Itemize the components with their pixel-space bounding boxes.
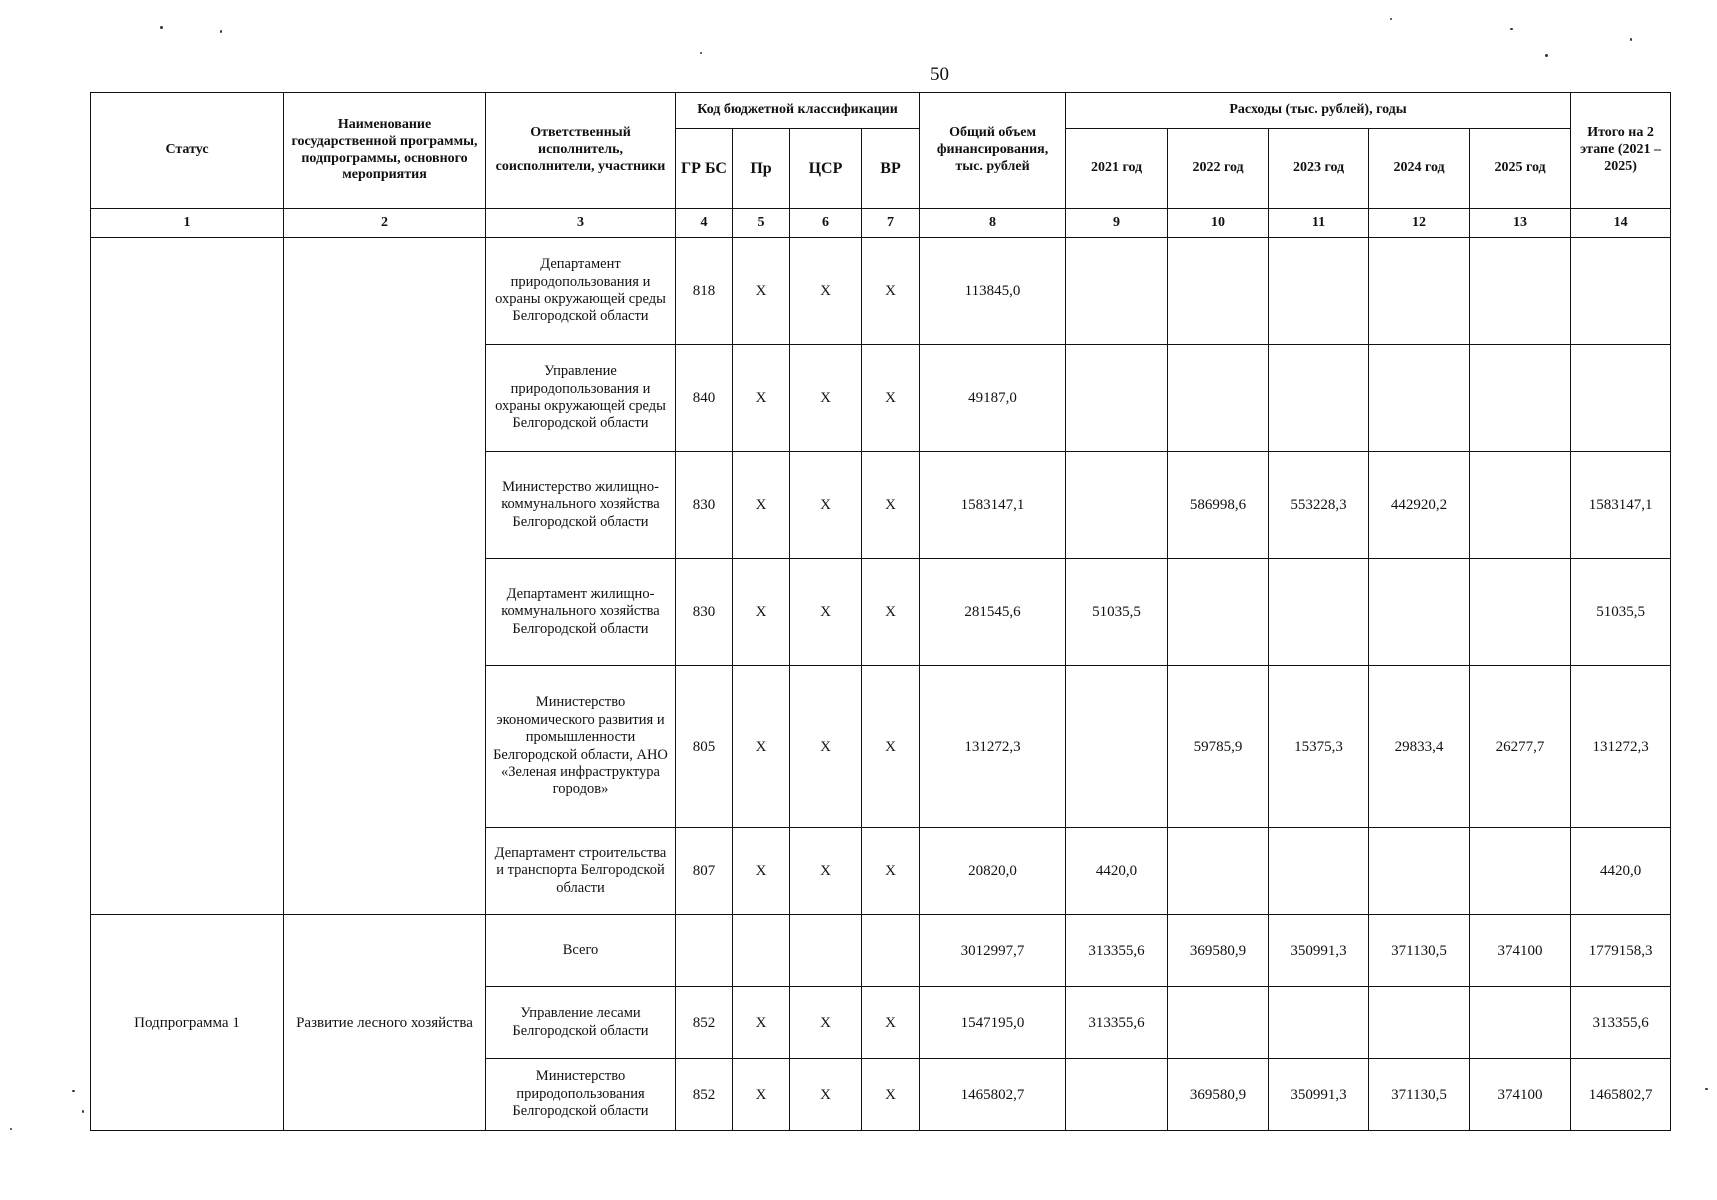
year-2021-cell xyxy=(1066,345,1168,452)
year-2022-cell xyxy=(1168,559,1269,666)
year-2025-cell: 374100 xyxy=(1470,1059,1571,1131)
total-cell: 1547195,0 xyxy=(920,987,1066,1059)
stage-total-cell: 1465802,7 xyxy=(1571,1059,1671,1131)
stage-total-cell: 313355,6 xyxy=(1571,987,1671,1059)
column-number: 13 xyxy=(1470,209,1571,238)
year-2024-cell xyxy=(1369,238,1470,345)
pr-cell: X xyxy=(733,666,790,828)
scan-speck xyxy=(1545,54,1548,57)
year-2021-cell xyxy=(1066,452,1168,559)
year-2022-cell: 369580,9 xyxy=(1168,1059,1269,1131)
executor-cell: Всего xyxy=(486,915,676,987)
vr-cell: X xyxy=(862,666,920,828)
csr-cell: X xyxy=(790,1059,862,1131)
year-2021-cell: 51035,5 xyxy=(1066,559,1168,666)
column-number-row xyxy=(91,209,1671,238)
header-year-2023: 2023 год xyxy=(1269,129,1369,209)
year-2025-cell: 374100 xyxy=(1470,915,1571,987)
stage-total-cell xyxy=(1571,238,1671,345)
year-2022-cell xyxy=(1168,828,1269,915)
executor-cell: Управление природопользования и охраны окружающей среды Белгородской области xyxy=(486,345,676,452)
stage-total-cell: 51035,5 xyxy=(1571,559,1671,666)
year-2021-cell: 313355,6 xyxy=(1066,987,1168,1059)
subprogram-name: Развитие лесного хозяйства xyxy=(284,915,486,1131)
pr-cell: X xyxy=(733,1059,790,1131)
scan-speck xyxy=(82,1110,84,1113)
vr-cell xyxy=(862,915,920,987)
csr-cell: X xyxy=(790,452,862,559)
header-year-2021: 2021 год xyxy=(1066,129,1168,209)
year-2024-cell: 371130,5 xyxy=(1369,1059,1470,1131)
scan-speck xyxy=(700,52,702,54)
year-2022-cell xyxy=(1168,987,1269,1059)
scan-speck xyxy=(160,26,163,29)
pr-cell: X xyxy=(733,828,790,915)
year-2025-cell xyxy=(1470,345,1571,452)
header-csr: ЦСР xyxy=(790,129,862,209)
csr-cell: X xyxy=(790,559,862,666)
year-2023-cell xyxy=(1269,345,1369,452)
header-status: Статус xyxy=(91,93,284,209)
grbs-cell: 852 xyxy=(676,1059,733,1131)
pr-cell: X xyxy=(733,238,790,345)
column-number: 2 xyxy=(284,209,486,238)
year-2025-cell: 26277,7 xyxy=(1470,666,1571,828)
column-number: 6 xyxy=(790,209,862,238)
program-name-cell-empty xyxy=(284,238,486,915)
subprogram-row-total xyxy=(91,915,1671,987)
executor-cell: Министерство природопользования Белгородской области xyxy=(486,1059,676,1131)
column-number: 12 xyxy=(1369,209,1470,238)
column-number: 14 xyxy=(1571,209,1671,238)
scan-speck xyxy=(1390,18,1392,20)
year-2023-cell xyxy=(1269,828,1369,915)
stage-total-cell xyxy=(1571,345,1671,452)
year-2024-cell xyxy=(1369,345,1470,452)
pr-cell: X xyxy=(733,452,790,559)
subprogram-status: Подпрограмма 1 xyxy=(91,915,284,1131)
total-cell: 113845,0 xyxy=(920,238,1066,345)
column-number: 4 xyxy=(676,209,733,238)
year-2023-cell: 350991,3 xyxy=(1269,915,1369,987)
budget-table xyxy=(90,92,1671,1131)
total-cell: 20820,0 xyxy=(920,828,1066,915)
year-2022-cell xyxy=(1168,238,1269,345)
year-2023-cell xyxy=(1269,238,1369,345)
vr-cell: X xyxy=(862,559,920,666)
csr-cell: X xyxy=(790,987,862,1059)
year-2022-cell: 59785,9 xyxy=(1168,666,1269,828)
total-cell: 1465802,7 xyxy=(920,1059,1066,1131)
vr-cell: X xyxy=(862,828,920,915)
year-2022-cell: 369580,9 xyxy=(1168,915,1269,987)
pr-cell: X xyxy=(733,987,790,1059)
scan-speck xyxy=(220,30,222,33)
grbs-cell: 830 xyxy=(676,452,733,559)
vr-cell: X xyxy=(862,238,920,345)
table-row xyxy=(91,238,1671,345)
stage-total-cell: 4420,0 xyxy=(1571,828,1671,915)
year-2021-cell: 4420,0 xyxy=(1066,828,1168,915)
total-cell: 3012997,7 xyxy=(920,915,1066,987)
year-2024-cell: 29833,4 xyxy=(1369,666,1470,828)
year-2021-cell xyxy=(1066,238,1168,345)
year-2024-cell xyxy=(1369,987,1470,1059)
header-year-2025: 2025 год xyxy=(1470,129,1571,209)
grbs-cell: 807 xyxy=(676,828,733,915)
total-cell: 131272,3 xyxy=(920,666,1066,828)
grbs-cell xyxy=(676,915,733,987)
stage-total-cell: 1779158,3 xyxy=(1571,915,1671,987)
status-cell-empty xyxy=(91,238,284,915)
column-number: 10 xyxy=(1168,209,1269,238)
year-2025-cell xyxy=(1470,452,1571,559)
pr-cell: X xyxy=(733,559,790,666)
vr-cell: X xyxy=(862,1059,920,1131)
pr-cell xyxy=(733,915,790,987)
year-2024-cell xyxy=(1369,828,1470,915)
year-2025-cell xyxy=(1470,987,1571,1059)
header-pr: Пр xyxy=(733,129,790,209)
header-vr: ВР xyxy=(862,129,920,209)
total-cell: 49187,0 xyxy=(920,345,1066,452)
csr-cell xyxy=(790,915,862,987)
header-expenses: Расходы (тыс. рублей), годы xyxy=(1066,93,1571,129)
vr-cell: X xyxy=(862,987,920,1059)
executor-cell: Министерство экономического развития и промышленности Белгородской области, АНО «Зеленая инфраструктура городов» xyxy=(486,666,676,828)
year-2025-cell xyxy=(1470,828,1571,915)
executor-cell: Департамент природопользования и охраны окружающей среды Белгородской области xyxy=(486,238,676,345)
year-2023-cell: 553228,3 xyxy=(1269,452,1369,559)
pr-cell: X xyxy=(733,345,790,452)
stage-total-cell: 131272,3 xyxy=(1571,666,1671,828)
year-2023-cell: 350991,3 xyxy=(1269,1059,1369,1131)
page-number: 50 xyxy=(930,64,949,85)
header-executor: Ответственный исполнитель, соисполнители, участники xyxy=(486,93,676,209)
header-year-2022: 2022 год xyxy=(1168,129,1269,209)
column-number: 5 xyxy=(733,209,790,238)
column-number: 8 xyxy=(920,209,1066,238)
executor-cell: Министерство жилищно-коммунального хозяйства Белгородской области xyxy=(486,452,676,559)
csr-cell: X xyxy=(790,345,862,452)
year-2024-cell: 371130,5 xyxy=(1369,915,1470,987)
total-cell: 1583147,1 xyxy=(920,452,1066,559)
header-total-financing: Общий объем финансирования, тыс. рублей xyxy=(920,93,1066,209)
scan-speck xyxy=(10,1128,12,1130)
column-number: 11 xyxy=(1269,209,1369,238)
stage-total-cell: 1583147,1 xyxy=(1571,452,1671,559)
executor-cell: Департамент жилищно-коммунального хозяйства Белгородской области xyxy=(486,559,676,666)
header-budget-code: Код бюджетной классификации xyxy=(676,93,920,129)
year-2023-cell xyxy=(1269,987,1369,1059)
csr-cell: X xyxy=(790,828,862,915)
executor-cell: Управление лесами Белгородской области xyxy=(486,987,676,1059)
year-2023-cell xyxy=(1269,559,1369,666)
scan-speck xyxy=(1510,28,1513,30)
year-2023-cell: 15375,3 xyxy=(1269,666,1369,828)
header-grbs: ГР БС xyxy=(676,129,733,209)
grbs-cell: 830 xyxy=(676,559,733,666)
scan-speck xyxy=(1705,1088,1708,1090)
scan-speck xyxy=(72,1090,75,1092)
year-2025-cell xyxy=(1470,238,1571,345)
header-year-2024: 2024 год xyxy=(1369,129,1470,209)
year-2025-cell xyxy=(1470,559,1571,666)
header-program-name: Наименование государственной программы, подпрограммы, основного мероприятия xyxy=(284,93,486,209)
year-2024-cell xyxy=(1369,559,1470,666)
executor-cell: Департамент строительства и транспорта Белгородской области xyxy=(486,828,676,915)
column-number: 1 xyxy=(91,209,284,238)
year-2022-cell xyxy=(1168,345,1269,452)
grbs-cell: 805 xyxy=(676,666,733,828)
grbs-cell: 840 xyxy=(676,345,733,452)
year-2022-cell: 586998,6 xyxy=(1168,452,1269,559)
total-cell: 281545,6 xyxy=(920,559,1066,666)
column-number: 3 xyxy=(486,209,676,238)
column-number: 9 xyxy=(1066,209,1168,238)
year-2021-cell xyxy=(1066,666,1168,828)
header-stage-total: Итого на 2 этапе (2021 – 2025) xyxy=(1571,93,1671,209)
grbs-cell: 852 xyxy=(676,987,733,1059)
vr-cell: X xyxy=(862,345,920,452)
grbs-cell: 818 xyxy=(676,238,733,345)
column-number: 7 xyxy=(862,209,920,238)
year-2021-cell xyxy=(1066,1059,1168,1131)
vr-cell: X xyxy=(862,452,920,559)
csr-cell: X xyxy=(790,666,862,828)
year-2021-cell: 313355,6 xyxy=(1066,915,1168,987)
year-2024-cell: 442920,2 xyxy=(1369,452,1470,559)
scan-speck xyxy=(1630,38,1632,41)
csr-cell: X xyxy=(790,238,862,345)
header-row-top xyxy=(91,93,1671,129)
